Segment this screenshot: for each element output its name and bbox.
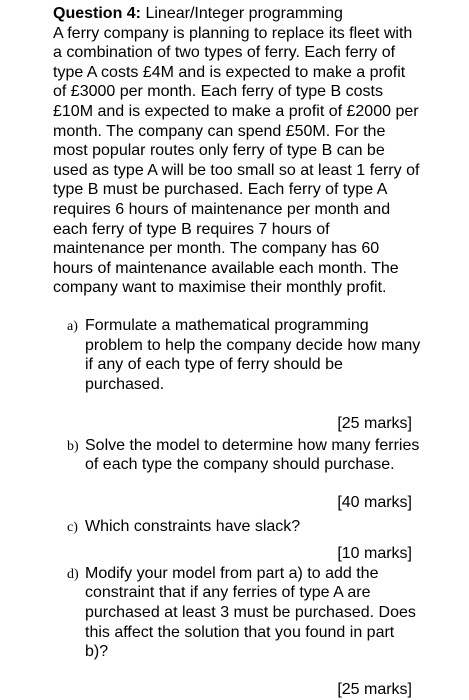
part-c — [53, 517, 421, 564]
part-a-text: Formulate a mathematical programming problem to help the company decide how many if any of each type of ferry should be purchased. — [85, 316, 421, 393]
part-c-label: c) — [67, 519, 78, 535]
question-document — [53, 4, 421, 699]
part-a — [53, 316, 421, 434]
question-title: Question 4: — [53, 5, 142, 22]
part-d-text: Modify your model from part a) to add the constraint that if any ferries of type A are purchased at least 3 must be purchased. Does this affect the solution that you found in part b)? — [85, 564, 416, 661]
part-c-marks: [10 marks] — [337, 545, 412, 563]
part-c-text: Which constraints have slack? — [85, 517, 301, 535]
part-d-label: d) — [67, 566, 79, 582]
question-body: A ferry company is planning to replace its fleet with a combination of two types of ferry. Each ferry of type A costs £4M and is expected to make a profit of £3000 per month. Each ferry of type B costs £10M and is expected to make a profit of £2000 per month. The company can spend £50M. For the most popular routes only ferry of type B can be used as type A will be too small so at least 1 ferry of type B must be purchased. Each ferry of type A requires 6 hours of maintenance per month and each ferry of type B requires 7 hours of maintenance per month. The company has 60 hours of maintenance available each month. The company want to maximise their monthly profit. — [53, 24, 420, 297]
part-d — [53, 564, 421, 700]
question-header — [53, 4, 421, 24]
part-b-text: Solve the model to determine how many ferries of each type the company should purchase. — [85, 436, 420, 474]
part-b — [53, 436, 421, 513]
question-subtitle: Linear/Integer programming — [141, 5, 343, 22]
part-b-label: b) — [67, 438, 79, 454]
part-d-marks: [25 marks] — [337, 680, 412, 698]
part-a-label: a) — [67, 318, 78, 334]
question-parts — [53, 316, 421, 700]
part-b-marks: [40 marks] — [337, 494, 412, 512]
part-a-marks: [25 marks] — [337, 415, 412, 433]
